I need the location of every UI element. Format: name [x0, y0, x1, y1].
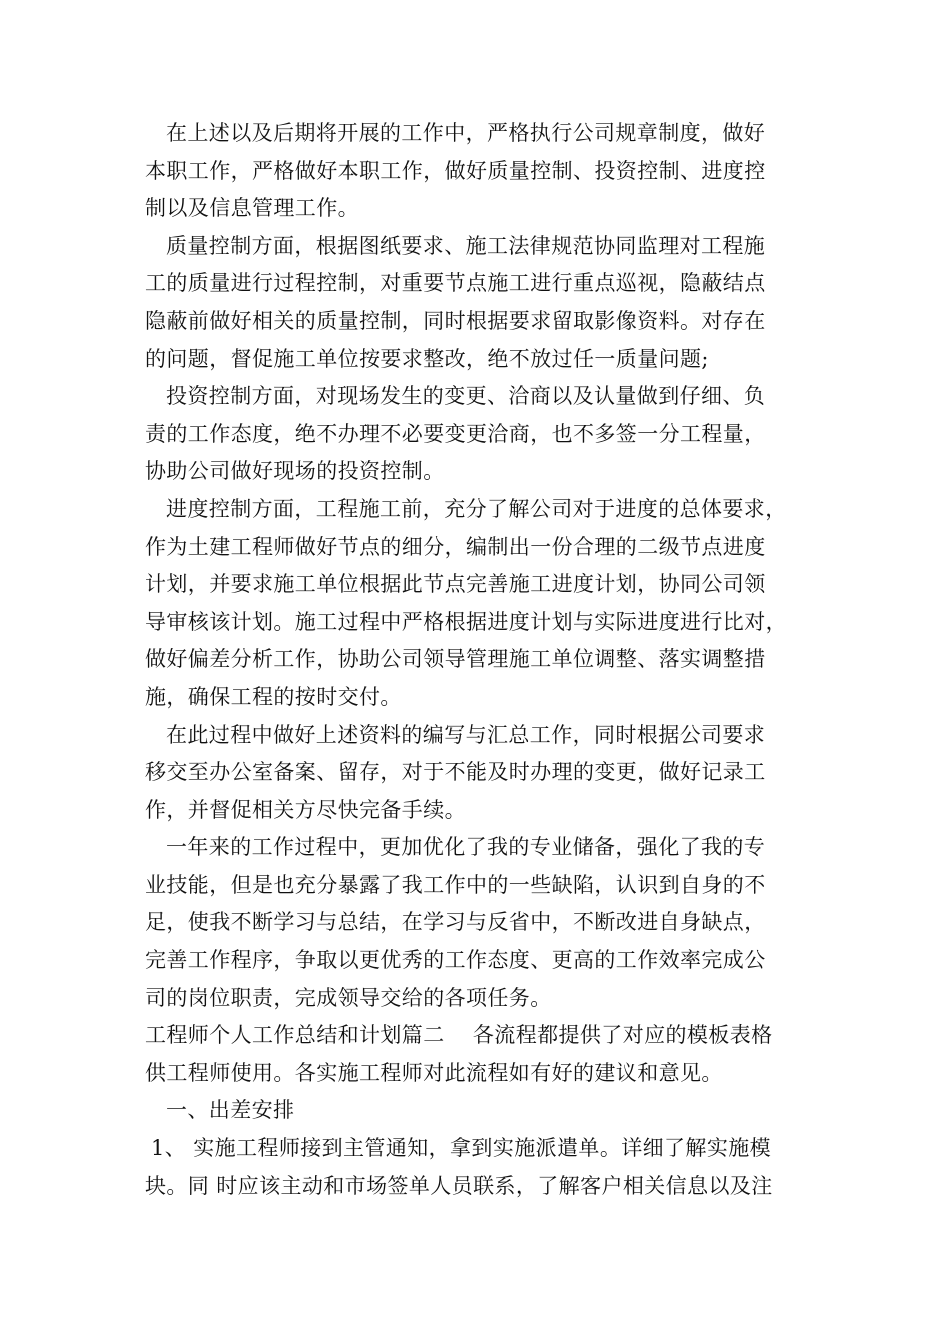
paragraph-line: 块。同 时应该主动和市场签单人员联系，了解客户相关信息以及注: [145, 1173, 773, 1198]
paragraph-line: 一年来的工作过程中，更加优化了我的专业储备，强化了我的专: [166, 835, 766, 860]
paragraph-line: 施，确保工程的按时交付。: [145, 684, 402, 709]
paragraph-line: 本职工作，严格做好本职工作，做好质量控制、投资控制、进度控: [145, 158, 766, 183]
paragraph-line: 在上述以及后期将开展的工作中，严格执行公司规章制度，做好: [166, 121, 766, 145]
paragraph-line: 投资控制方面，对现场发生的变更、洽商以及认量做到仔细、负: [166, 384, 766, 409]
paragraph-line: 移交至办公室备案、留存，对于不能及时办理的变更，做好记录工: [145, 760, 766, 785]
document-body: [145, 115, 825, 1205]
paragraph-line: 在此过程中做好上述资料的编写与汇总工作，同时根据公司要求: [166, 722, 766, 747]
list-item-line: 1、 实施工程师接到主管通知，拿到实施派遣单。详细了解实施模: [151, 1136, 772, 1161]
paragraph-line: 做好偏差分析工作，协助公司领导管理施工单位调整、落实调整措: [145, 647, 766, 672]
paragraph-line: 导审核该计划。施工过程中严格根据进度计划与实际进度进行比对，: [145, 609, 787, 634]
paragraph-line: 业技能，但是也充分暴露了我工作中的一些缺陷，认识到自身的不: [145, 872, 766, 897]
paragraph-line: 隐蔽前做好相关的质量控制，同时根据要求留取影像资料。对存在: [145, 308, 766, 333]
paragraph-line: 的问题，督促施工单位按要求整改，绝不放过任一质量问题;: [145, 346, 709, 371]
paragraph-line: 作为土建工程师做好节点的细分，编制出一份合理的二级节点进度: [145, 534, 766, 559]
paragraph-line: 质量控制方面，根据图纸要求、施工法律规范协同监理对工程施: [166, 233, 766, 258]
section-heading-line: 工程师个人工作总结和计划篇二 各流程都提供了对应的模板表格: [145, 1023, 773, 1048]
paragraph-line: 计划，并要求施工单位根据此节点完善施工进度计划，协同公司领: [145, 572, 766, 597]
paragraph-line: 制以及信息管理工作。: [145, 196, 359, 221]
paragraph-line: 足，使我不断学习与总结，在学习与反省中，不断改进自身缺点，: [145, 910, 766, 935]
paragraph-line: 进度控制方面，工程施工前，充分了解公司对于进度的总体要求，: [166, 496, 787, 521]
subheading-line: 一、出差安排: [166, 1098, 295, 1123]
paragraph-line: 责的工作态度，绝不办理不必要变更洽商，也不多签一分工程量，: [145, 421, 766, 446]
paragraph-line: 完善工作程序，争取以更优秀的工作态度、更高的工作效率完成公: [145, 948, 766, 973]
paragraph-line: 司的岗位职责，完成领导交给的各项任务。: [145, 985, 552, 1010]
paragraph-line: 作，并督促相关方尽快完备手续。: [145, 797, 466, 822]
paragraph-line: 协助公司做好现场的投资控制。: [145, 459, 445, 484]
paragraph-line: 工的质量进行过程控制，对重要节点施工进行重点巡视，隐蔽结点: [145, 271, 766, 296]
paragraph-line: 供工程师使用。各实施工程师对此流程如有好的建议和意见。: [145, 1060, 723, 1085]
